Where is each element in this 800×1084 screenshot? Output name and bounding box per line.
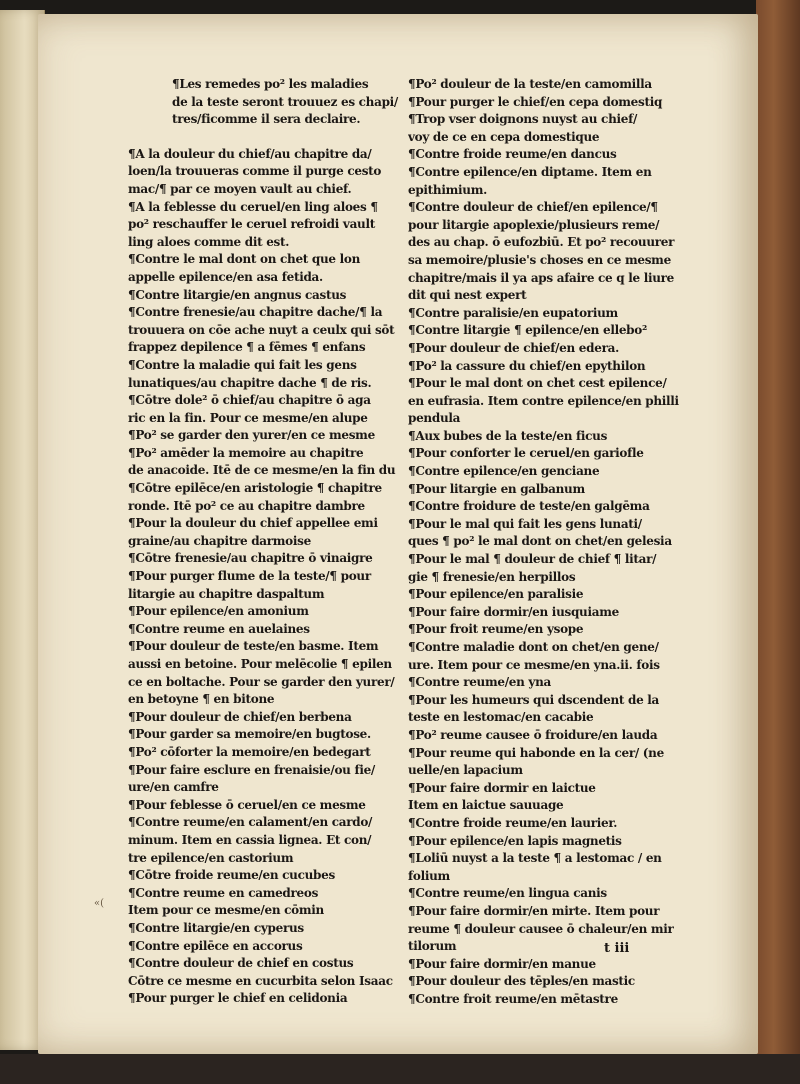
text-line: ¶Po² la cassure du chief/en epythilon	[408, 358, 646, 373]
text-line: ¶Pour faire dormir/en mirte. Item pour	[408, 903, 660, 918]
text-line: appelle epilence/en asa fetida.	[128, 269, 323, 284]
text-line: ques ¶ po² le mal dont on chet/en gelesia	[408, 534, 672, 549]
text-line: ling aloes comme dit est.	[128, 234, 290, 249]
text-line: ¶Pour purger flume de la teste/¶ pour	[128, 569, 371, 584]
text-line: ¶Aux bubes de la teste/en ficus	[408, 428, 608, 443]
text-line: ¶Contre froide reume/en laurier.	[408, 815, 618, 830]
text-line: ¶Contre reume/en lingua canis	[408, 886, 607, 901]
text-line: uelle/en lapacium	[408, 763, 523, 778]
text-line: ¶Cōtre froide reume/en cucubes	[128, 868, 335, 883]
book-cover-edge	[756, 0, 800, 1084]
text-line: ¶Pour reume qui habonde en la cer/ (ne	[408, 745, 664, 760]
text-line: ¶Cōtre frenesie/au chapitre ō vinaigre	[128, 551, 373, 566]
text-line: pour litargie apoplexie/plusieurs reme/	[408, 217, 660, 232]
left-text-column	[128, 76, 400, 1008]
text-line: ¶Contre reume en auelaines	[128, 621, 310, 636]
text-line: tres/ficomme il sera declaire.	[172, 112, 361, 127]
text-line: tre epilence/en castorium	[128, 850, 294, 865]
text-line: lunatiques/au chapitre dache ¶ de ris.	[128, 375, 372, 390]
text-line: ¶Contre litargie ¶ epilence/en ellebo²	[408, 323, 647, 338]
text-line: ce en boltache. Pour se garder den yurer/	[128, 674, 395, 689]
text-line: ¶Pour douleur de teste/en basme. Item	[128, 639, 379, 654]
text-line: ¶Loliū nuyst a la teste ¶ a lestomac / en	[408, 851, 662, 866]
text-line: litargie au chapitre daspaltum	[128, 586, 325, 601]
text-line: mac/¶ par ce moyen vault au chief.	[128, 181, 352, 196]
text-line: ¶Contre litargie/en cyperus	[128, 920, 304, 935]
text-line: ¶Contre froidure de teste/en galgēma	[408, 499, 650, 514]
paragraph-gap	[128, 129, 400, 146]
text-line: ¶Contre epilence/en genciane	[408, 464, 600, 479]
text-line: ¶Pour faire esclure en frenaisie/ou fie/	[128, 762, 376, 777]
text-line: teste en lestomac/en cacabie	[408, 710, 594, 725]
text-line: ure. Item pour ce mesme/en yna.ii. fois	[408, 657, 660, 672]
text-line: ¶Cōtre dole² ō chief/au chapitre ō aga	[128, 393, 371, 408]
text-line: ¶Pour epilence/en lapis magnetis	[408, 833, 622, 848]
text-line: ¶Contre reume en camedreos	[128, 885, 319, 900]
text-line: ¶Pour la douleur du chief appellee emi	[128, 516, 378, 531]
text-line: dit qui nest expert	[408, 288, 527, 303]
text-line: ¶Contre reume/en yna	[408, 675, 551, 690]
text-line: ure/en camfre	[128, 780, 219, 795]
text-line: ric en la fin. Pour ce mesme/en alupe	[128, 410, 368, 425]
text-line: minum. Item en cassia lignea. Et con/	[128, 832, 372, 847]
text-line: Item pour ce mesme/en cōmin	[128, 903, 324, 918]
text-line: ¶Contre froit reume/en mētastre	[408, 991, 618, 1006]
text-line: ¶Contre epilence/en diptame. Item en	[408, 164, 652, 179]
text-line: tilorum	[408, 939, 457, 954]
text-line: reume ¶ douleur causee ō chaleur/en mir	[408, 921, 674, 936]
text-line: frappez depilence ¶ a fēmes ¶ enfans	[128, 340, 366, 355]
text-line: ¶Pour faire dormir/en manue	[408, 956, 596, 971]
text-line: ¶Pour garder sa memoire/en bugtose.	[128, 727, 371, 742]
text-line: graine/au chapitre darmoise	[128, 533, 311, 548]
page-signature: t iii	[604, 941, 630, 956]
text-line: ¶Pour faire dormir/en iusquiame	[408, 604, 619, 619]
text-line: ¶Pour conforter le ceruel/en gariofle	[408, 446, 644, 461]
text-line: ¶Po² reume causee ō froidure/en lauda	[408, 727, 658, 742]
text-line: ¶Les remedes po² les maladies	[172, 77, 369, 91]
text-line: sa memoire/plusie's choses en ce mesme	[408, 252, 671, 267]
text-line: ¶Pour epilence/en amonium	[128, 604, 309, 619]
text-line: ¶Contre epilēce en accorus	[128, 938, 303, 953]
text-line: ¶A la douleur du chief/au chapitre da/	[128, 146, 372, 161]
text-line: ¶Contre la maladie qui fait les gens	[128, 357, 357, 372]
text-line: ¶Cōtre epilēce/en aristologie ¶ chapitre	[128, 481, 382, 496]
text-line: ¶Contre le mal dont on chet que lon	[128, 252, 361, 267]
text-line: ronde. Itē po² ce au chapitre dambre	[128, 498, 365, 513]
right-text-column	[408, 76, 680, 1008]
text-line: ¶Pour douleur de chief/en berbena	[128, 709, 352, 724]
text-line: ¶Pour le mal ¶ douleur de chief ¶ litar/	[408, 552, 657, 567]
text-line: ¶Pour purger le chief/en cepa domestiq	[408, 94, 663, 109]
text-line: folium	[408, 868, 450, 883]
text-line: ¶Po² amēder la memoire au chapitre	[128, 445, 364, 460]
text-line: de la teste seront trouuez es chapi/	[172, 94, 399, 109]
text-line: epithimium.	[408, 182, 487, 197]
margin-mark: «(	[94, 898, 105, 909]
text-line: aussi en betoine. Pour melēcolie ¶ epilen	[128, 657, 392, 671]
text-line: ¶Trop vser doignons nuyst au chief/	[408, 112, 638, 127]
text-line: Cōtre ce mesme en cucurbita selon Isaac	[128, 973, 393, 988]
text-line: ¶Contre frenesie/au chapitre dache/¶ la	[128, 305, 383, 320]
text-line: po² reschauffer le ceruel refroidi vault	[128, 217, 375, 232]
text-line: ¶Pour les humeurs qui dscendent de la	[408, 692, 660, 707]
text-line: ¶Contre douleur de chief en costus	[128, 956, 354, 971]
text-line: voy de ce en cepa domestique	[408, 129, 600, 144]
text-line: ¶Pour le mal qui fait les gens lunati/	[408, 516, 642, 531]
text-line: des au chap. ō eufozbiū. Et po² recouurer	[408, 235, 675, 250]
text-line: trouuera on cōe ache nuyt a ceulx qui sōt	[128, 322, 395, 337]
text-line: ¶Contre douleur de chief/en epilence/¶	[408, 200, 658, 215]
text-line: ¶Pour douleur des tēples/en mastic	[408, 974, 635, 989]
text-line: ¶Contre reume/en calament/en cardo/	[128, 815, 373, 830]
text-line: en eufrasia. Item contre epilence/en philli	[408, 393, 679, 408]
text-line: pendula	[408, 411, 461, 426]
text-line: ¶Contre maladie dont on chet/en gene/	[408, 640, 659, 654]
text-line: ¶Pour litargie en galbanum	[408, 481, 585, 496]
text-line: ¶Pour feblesse ō ceruel/en ce mesme	[128, 797, 366, 812]
text-line: de anacoide. Itē de ce mesme/en la fin du	[128, 463, 396, 478]
text-line: chapitre/mais il ya aps afaire ce q le liure	[408, 270, 674, 285]
text-line: ¶Contre froide reume/en dancus	[408, 147, 617, 162]
text-line: ¶Po² cōforter la memoire/en bedegart	[128, 744, 371, 759]
book-bottom-board	[0, 1054, 800, 1084]
text-line: ¶Po² douleur de la teste/en camomilla	[408, 77, 652, 91]
text-line: ¶Pour douleur de chief/en edera.	[408, 340, 619, 355]
text-line: ¶A la feblesse du ceruel/en ling aloes ¶	[128, 199, 378, 214]
text-line: ¶Contre litargie/en angnus castus	[128, 287, 347, 302]
text-line: ¶Pour faire dormir en laictue	[408, 780, 596, 795]
text-line: ¶Pour epilence/en paralisie	[408, 587, 584, 602]
text-line: ¶Pour purger le chief en celidonia	[128, 991, 348, 1006]
text-line: gie ¶ frenesie/en herpillos	[408, 569, 576, 584]
text-line: ¶Pour le mal dont on chet cest epilence/	[408, 376, 667, 391]
text-line: en betoyne ¶ en bitone	[128, 692, 275, 707]
text-line: loen/la trouueras comme il purge cesto	[128, 164, 382, 179]
text-line: ¶Contre paralisie/en eupatorium	[408, 305, 618, 320]
text-line: Item en laictue sauuage	[408, 798, 564, 813]
text-line: ¶Pour froit reume/en ysope	[408, 622, 584, 637]
text-line: ¶Po² se garder den yurer/en ce mesme	[128, 428, 375, 443]
